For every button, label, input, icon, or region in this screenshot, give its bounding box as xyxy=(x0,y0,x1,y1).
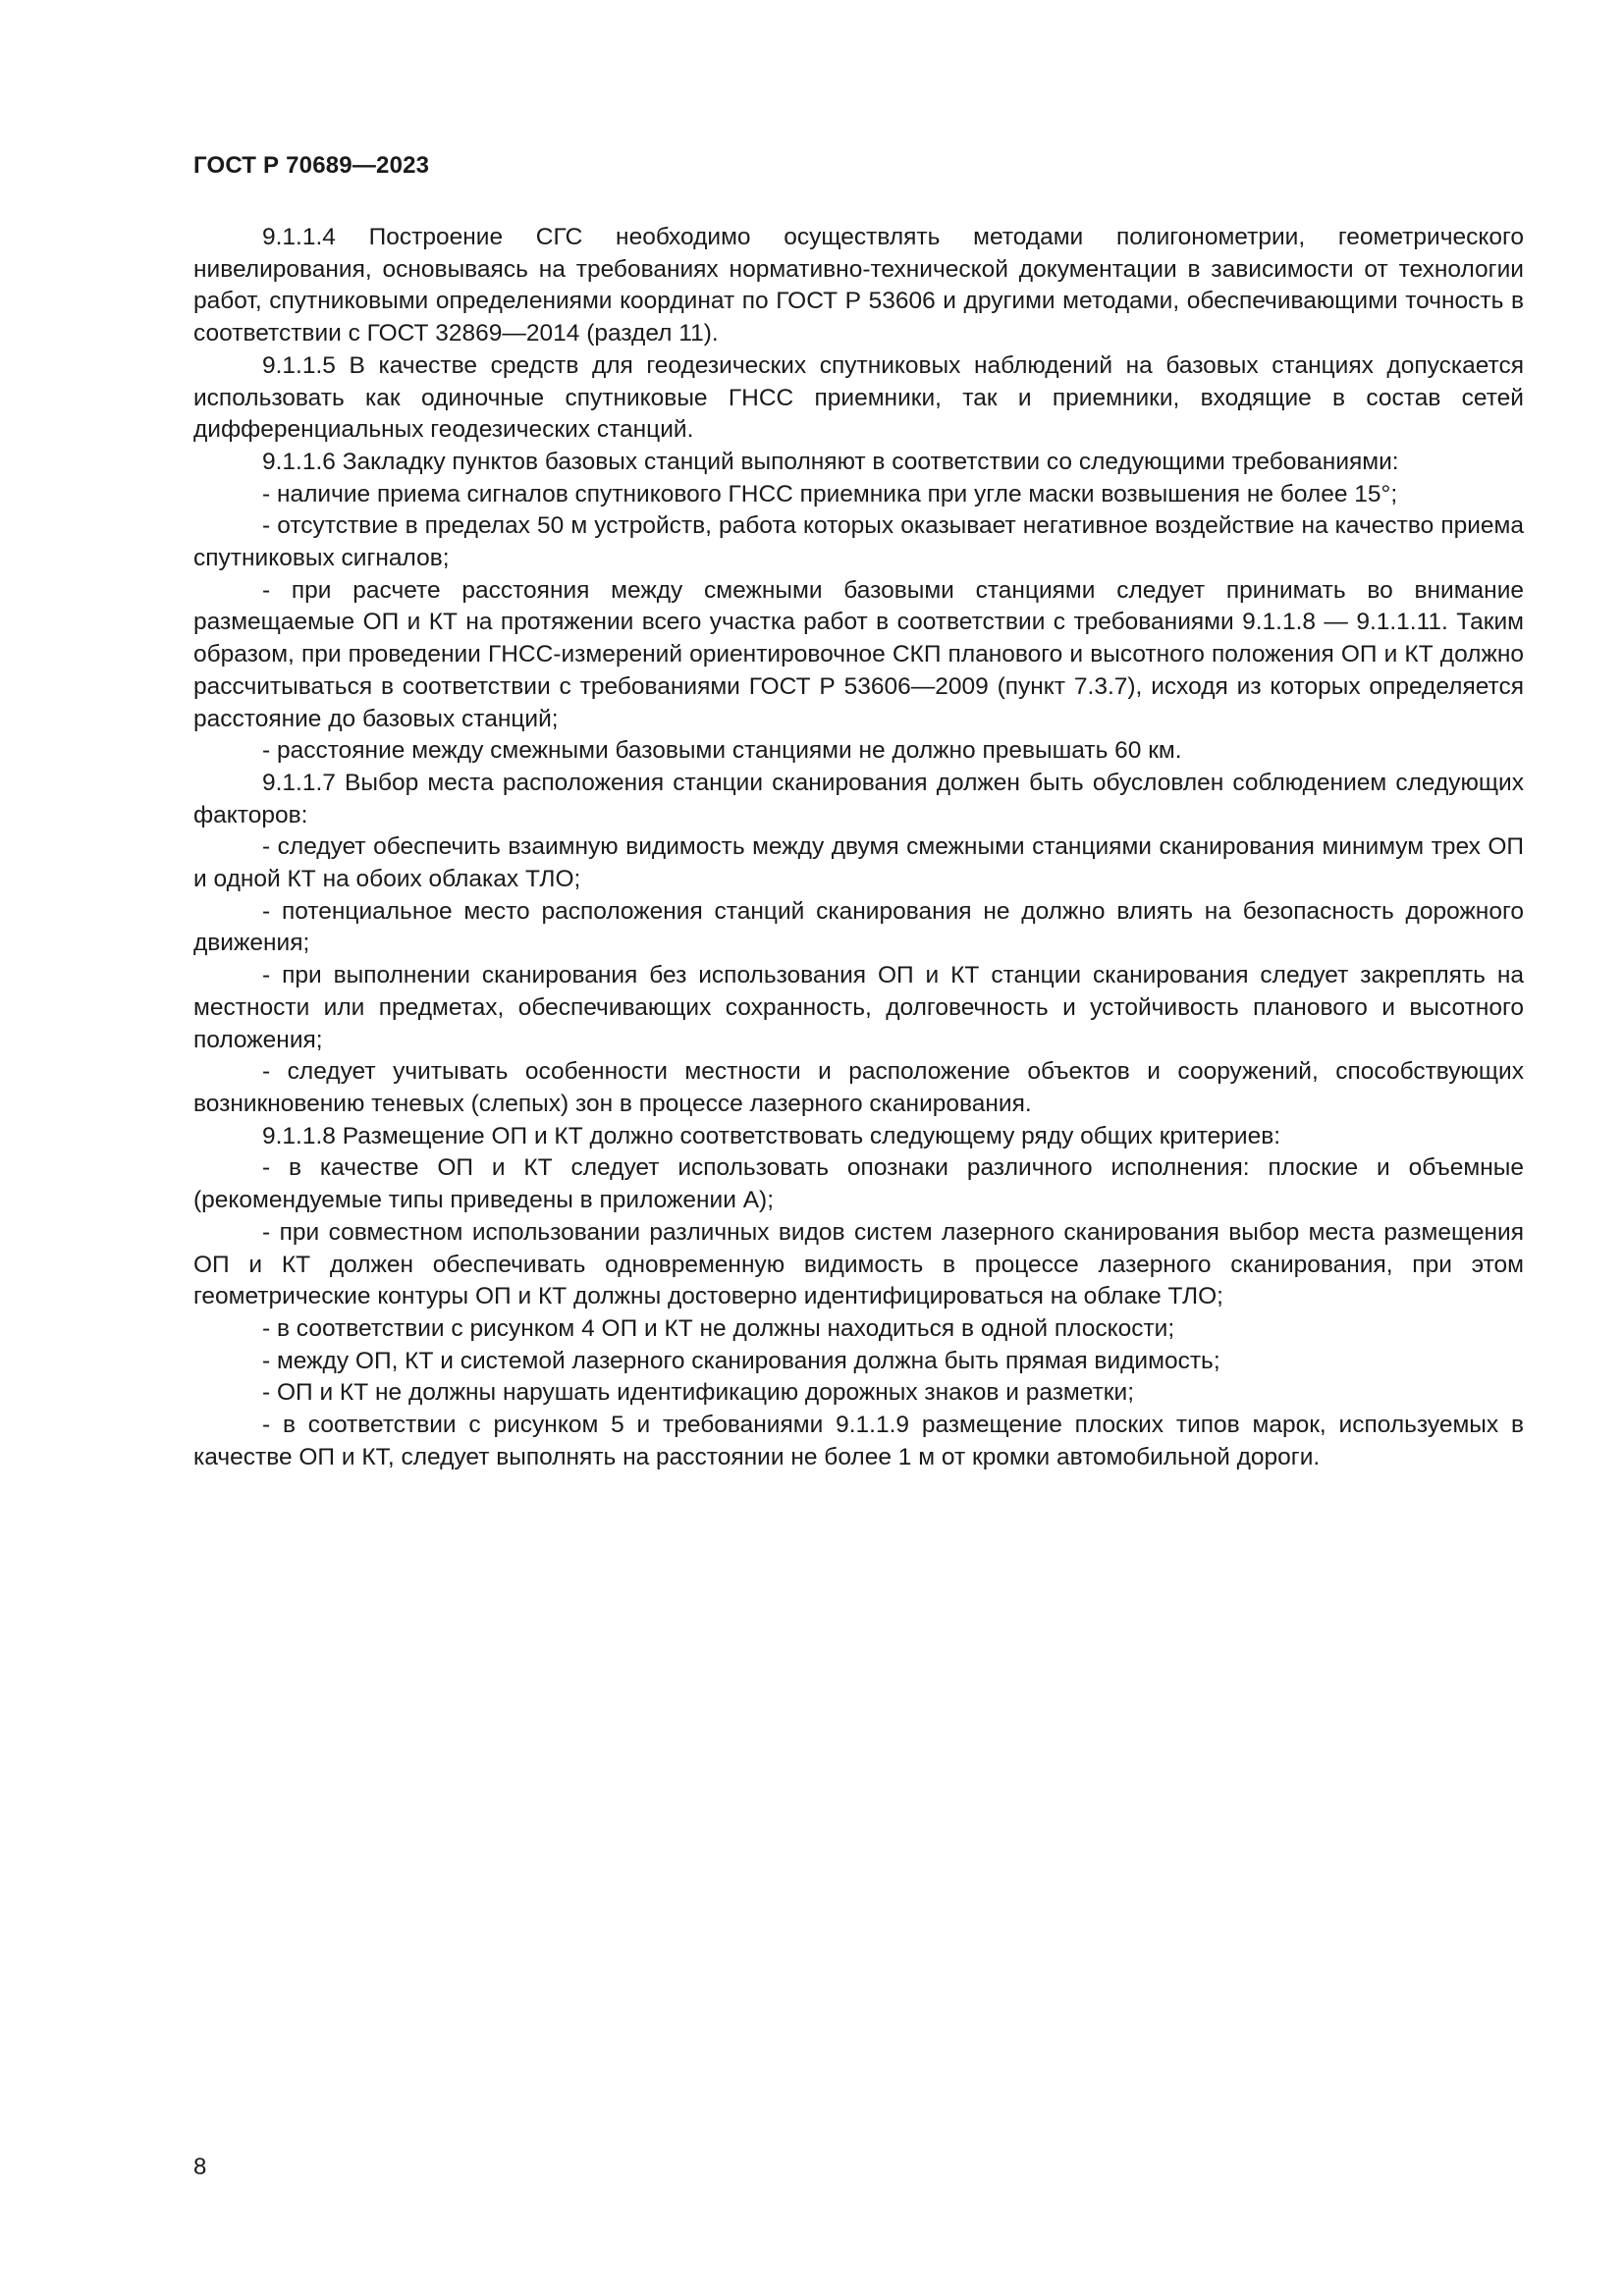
list-item: - следует обеспечить взаимную видимость между двумя смежными станциями сканирования минимум трех ОП и одной КТ на обоих облаках ТЛО; xyxy=(193,833,1524,893)
list-item: - ОП и КТ не должны нарушать идентификацию дорожных знаков и разметки; xyxy=(262,1379,1135,1407)
paragraph-9-1-1-8: 9.1.1.8 Размещение ОП и КТ должно соответствовать следующему ряду общих критериев: xyxy=(262,1122,1281,1149)
paragraph-9-1-1-5: 9.1.1.5 В качестве средств для геодезических спутниковых наблюдений на базовых станциях допускается использовать как одиночные спутниковые ГНСС приемники, так и приемники, входящие в состав сетей дифференциальных геодезических станций. xyxy=(193,351,1524,444)
list-item: - отсутствие в пределах 50 м устройств, работа которых оказывает негативное воздействие на качество приема спутниковых сигналов; xyxy=(193,512,1524,572)
list-item: - следует учитывать особенности местности и расположение объектов и сооружений, способствующих возникновению теневых (слепых) зон в процессе лазерного сканирования. xyxy=(193,1058,1524,1117)
list-item: - при выполнении сканирования без использования ОП и КТ станции сканирования следует закреплять на местности или предметах, обеспечивающих сохранность, долговечность и устойчивость планового и высотного положения; xyxy=(193,962,1524,1053)
list-item: - в соответствии с рисунком 4 ОП и КТ не должны находиться в одной плоскости; xyxy=(262,1314,1175,1342)
paragraph-9-1-1-7: 9.1.1.7 Выбор места расположения станции сканирования должен быть обусловлен соблюдением следующих факторов: xyxy=(193,769,1524,828)
list-item: - между ОП, КТ и системой лазерного сканирования должна быть прямая видимость; xyxy=(262,1347,1220,1374)
list-item: - в качестве ОП и КТ следует использовать опознаки различного исполнения: плоские и объемные (рекомендуемые типы приведены в приложении А); xyxy=(193,1154,1524,1214)
list-item: - при совместном использовании различных видов систем лазерного сканирования выбор места размещения ОП и КТ должен обеспечивать одновременную видимость в процессе лазерного сканирования, при этом геометрические контуры ОП и КТ должны достоверно идентифицироваться на облаке ТЛО; xyxy=(193,1218,1524,1310)
document-body xyxy=(193,222,1524,1473)
list-item: - наличие приема сигналов спутникового ГНСС приемника при угле маски возвышения не более 15°; xyxy=(262,480,1398,507)
paragraph-9-1-1-6: 9.1.1.6 Закладку пунктов базовых станций выполняют в соответствии со следующими требованиями: xyxy=(262,448,1399,475)
list-item: - потенциальное место расположения станций сканирования не должно влиять на безопасность дорожного движения; xyxy=(193,897,1524,957)
paragraph-9-1-1-4: 9.1.1.4 Построение СГС необходимо осуществлять методами полигонометрии, геометрического нивелирования, основываясь на требованиях нормативно-технической документации в зависимости от технологии работ, спутниковыми определениями координат по ГОСТ Р 53606 и другими методами, обеспечивающими точность в соответствии с ГОСТ 32869—2014 (раздел 11). xyxy=(193,224,1524,347)
list-item: - при расчете расстояния между смежными базовыми станциями следует принимать во внимание размещаемые ОП и КТ на протяжении всего участка работ в соответствии с требованиями 9.1.1.8 — 9.1.1.11. Таким образом, при проведении ГНСС-измерений ориентировочное СКП планового и высотного положения ОП и КТ должно рассчитываться в соответствии с требованиями ГОСТ Р 53606—2009 (пункт 7.3.7), исходя из которых определяется расстояние до базовых станций; xyxy=(193,576,1524,732)
list-item: - в соответствии с рисунком 5 и требованиями 9.1.1.9 размещение плоских типов марок, используемых в качестве ОП и КТ, следует выполнять на расстоянии не более 1 м от кромки автомобильной дороги. xyxy=(193,1412,1524,1470)
document-header: ГОСТ Р 70689—2023 xyxy=(193,152,430,179)
page-number: 8 xyxy=(193,2154,207,2180)
list-item: - расстояние между смежными базовыми станциями не должно превышать 60 км. xyxy=(262,737,1182,765)
